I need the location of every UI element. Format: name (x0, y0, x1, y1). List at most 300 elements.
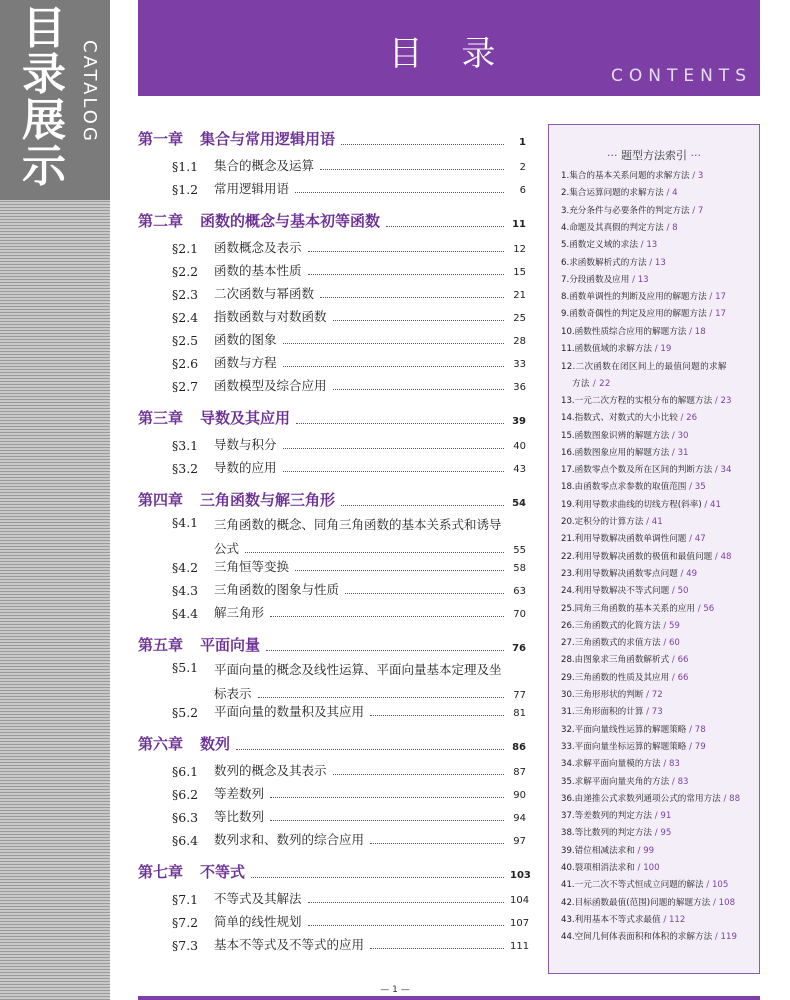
chapter-number: 第四章 (138, 491, 184, 509)
sidebar-title (14, 3, 74, 192)
section-page: 107 (510, 918, 530, 929)
method-index-separator: / (712, 551, 721, 562)
method-index-page: 26 (686, 413, 698, 424)
leader-dots (370, 715, 504, 716)
method-index-separator: / (689, 205, 698, 216)
leader-dots (295, 570, 504, 571)
method-index-separator: / (706, 292, 716, 303)
section-title: 三角函数的概念、同角三角函数的基本关系式和诱导 (214, 517, 502, 532)
method-index-separator: / (669, 776, 678, 787)
method-index-item[interactable] (561, 844, 654, 856)
method-index-item[interactable] (561, 273, 649, 285)
section-number: §2.4 (172, 310, 199, 325)
leader-dots (283, 343, 504, 344)
section-title: 指数函数与对数函数 (214, 309, 327, 324)
method-index-separator: / (637, 240, 647, 251)
method-index-item-text: 1.集合的基本关系问题的求解方法 (561, 171, 690, 181)
method-index-page: 30 (677, 430, 689, 441)
method-index-separator: / (669, 447, 678, 458)
section-number: §2.1 (172, 241, 199, 256)
title-ornament: ··· (690, 149, 701, 162)
method-index-separator: / (589, 379, 600, 390)
method-index-item[interactable] (561, 671, 689, 683)
section-number: §3.2 (172, 461, 199, 476)
method-index-item[interactable] (561, 584, 689, 596)
method-index-separator: / (686, 326, 695, 337)
leader-dots (308, 902, 504, 903)
method-index-item[interactable] (561, 498, 721, 510)
toc-section[interactable] (172, 912, 530, 930)
bottom-rule (138, 996, 760, 1000)
chapter-page: 86 (512, 742, 526, 753)
method-index-page: 56 (703, 603, 715, 614)
method-index-item[interactable] (561, 480, 706, 492)
method-index-item[interactable] (561, 186, 678, 198)
section-page: 70 (513, 609, 526, 620)
method-index-item[interactable] (561, 204, 703, 216)
leader-dots (341, 505, 504, 506)
method-index-separator: / (686, 741, 695, 752)
method-index-item[interactable] (561, 705, 663, 717)
section-title: 数列的概念及其表示 (214, 763, 327, 778)
section-number: §2.3 (172, 287, 199, 302)
section-page: 104 (510, 895, 530, 906)
leader-dots (245, 552, 504, 553)
section-title: 函数概念及表示 (214, 240, 302, 255)
page-subtitle: CONTENTS (611, 66, 752, 86)
section-title: 导数的应用 (214, 460, 277, 475)
chapter-title: 不等式 (200, 863, 246, 881)
section-number: §6.3 (172, 810, 199, 825)
toc-section[interactable] (172, 580, 526, 598)
method-index-separator: / (669, 672, 678, 683)
leader-dots (251, 877, 504, 878)
method-index-item[interactable] (561, 359, 727, 393)
method-index-item-text: 23.利用导数解决函数零点问题 (561, 568, 678, 579)
page-title: 目 录 (388, 34, 510, 74)
method-index-separator: / (677, 413, 687, 424)
method-index-item-text: 19.利用导数求曲线的切线方程(斜率) (561, 499, 702, 510)
method-index-item-text: 10.函数性质综合应用的解题方法 (561, 326, 687, 337)
method-index-item[interactable] (561, 913, 685, 925)
method-index-page: 59 (668, 620, 680, 631)
section-number: §2.7 (172, 379, 199, 394)
section-title: 简单的线性规划 (214, 914, 302, 929)
method-index-item-text: 31.三角形面积的计算 (561, 707, 644, 718)
method-index-separator: / (660, 759, 669, 770)
section-page: 40 (513, 441, 526, 452)
method-index-item-text: 28.由图象求三角函数解析式 (561, 655, 670, 666)
method-index-separator: / (712, 932, 721, 943)
section-page: 111 (510, 941, 530, 952)
toc-section[interactable] (172, 660, 526, 702)
method-index-item[interactable] (561, 809, 671, 821)
section-title: 等差数列 (214, 786, 265, 801)
method-index-item[interactable] (561, 792, 740, 804)
method-index-separator: / (710, 897, 719, 908)
leader-dots (320, 169, 504, 170)
leader-dots (308, 274, 504, 275)
method-index-item-text: 21.利用导数解决函数单调性问题 (561, 534, 687, 545)
method-index-item[interactable] (561, 169, 703, 181)
method-index-page: 83 (677, 776, 689, 787)
method-index-separator: / (643, 707, 652, 718)
toc-section[interactable] (172, 702, 526, 720)
method-index-item-text: 18.由函数零点求参数的取值范围 (561, 482, 687, 493)
section-number: §6.2 (172, 787, 199, 802)
section-title: 不等式及其解法 (214, 891, 302, 906)
toc-section[interactable] (172, 307, 526, 325)
section-page: 33 (513, 359, 526, 370)
method-index-page: 18 (694, 326, 706, 337)
section-number: §4.4 (172, 606, 199, 621)
section-page: 81 (513, 708, 526, 719)
sidebar-title-char: 示 (22, 141, 66, 192)
method-index-item-text: 9.函数奇偶性的判定及应用的解题方法 (561, 309, 707, 320)
toc-chapter[interactable] (138, 407, 526, 428)
section-page: 77 (513, 690, 526, 701)
toc-chapter[interactable] (138, 634, 526, 655)
method-index-page: 105 (711, 880, 729, 891)
method-index-item-text: 36.由递推公式求数列通项公式的常用方法 (561, 793, 721, 804)
leader-dots (236, 749, 504, 750)
method-index-item[interactable] (561, 515, 663, 527)
method-index-separator: / (634, 845, 644, 856)
section-number: §7.2 (172, 915, 199, 930)
method-index-page: 41 (710, 499, 721, 510)
toc-section[interactable] (172, 784, 526, 802)
toc-section[interactable] (172, 807, 526, 825)
leader-dots (370, 843, 504, 844)
section-title: 基本不等式及不等式的应用 (214, 937, 365, 952)
method-index-separator: / (712, 395, 721, 406)
method-index-separator: / (660, 914, 669, 925)
method-index-item-text: 40.裂项相消法求和 (561, 863, 635, 873)
sidebar-catalog-label: CATALOG (79, 40, 100, 144)
section-title: 函数与方程 (214, 355, 277, 370)
method-index-item[interactable] (561, 636, 680, 648)
section-title: 导数与积分 (214, 437, 277, 452)
section-title-continued: 公式 (214, 541, 240, 556)
method-index-item[interactable] (561, 394, 731, 406)
method-index-page: 35 (694, 482, 706, 493)
method-index-page: 50 (677, 586, 689, 597)
method-index-separator: / (652, 811, 661, 822)
method-index-item-text: 5.函数定义域的求法 (561, 240, 638, 251)
method-index-page: 13 (637, 274, 649, 285)
method-index-page: 22 (599, 379, 611, 390)
method-index-separator: / (686, 534, 695, 545)
sidebar-title-char: 录 (22, 49, 66, 100)
method-index-item[interactable] (561, 290, 726, 302)
leader-dots (333, 389, 504, 390)
leader-dots (341, 144, 504, 145)
section-number: §6.1 (172, 764, 199, 779)
section-number: §2.6 (172, 356, 199, 371)
method-index-item-text: 4.命题及其真假的判定方法 (561, 222, 664, 233)
method-index-item-text: 24.利用导数解决不等式问题 (561, 586, 670, 597)
method-index-item-text: 43.利用基本不等式求最值 (561, 914, 661, 925)
method-index-item[interactable] (561, 740, 706, 752)
toc-section[interactable] (172, 353, 526, 371)
toc-section[interactable] (172, 435, 526, 453)
method-index-page: 8 (672, 222, 678, 233)
page-header (138, 0, 760, 96)
chapter-page: 76 (512, 643, 526, 654)
toc-section[interactable] (172, 603, 526, 621)
leader-dots (333, 320, 504, 321)
section-page: 15 (513, 267, 526, 278)
toc-section[interactable] (172, 761, 526, 779)
section-number: §5.1 (172, 660, 199, 675)
leader-dots (270, 616, 504, 617)
method-index-item-text: 3.充分条件与必要条件的判定方法 (561, 205, 690, 216)
section-number: §1.1 (172, 159, 199, 174)
chapter-page: 11 (512, 219, 526, 230)
method-index-item[interactable] (561, 653, 689, 665)
method-index-item-text: 41.一元二次不等式恒成立问题的解法 (561, 880, 704, 891)
method-index-item-text: 6.求函数解析式的方法 (561, 257, 647, 268)
section-page: 97 (513, 836, 526, 847)
section-page: 63 (513, 586, 526, 597)
chapter-title: 平面向量 (200, 636, 261, 654)
method-index-page: 95 (660, 828, 672, 839)
section-title: 数列求和、数列的综合应用 (214, 832, 365, 847)
method-index-separator: / (663, 222, 673, 233)
method-index-item-text: 25.同角三角函数的基本关系的应用 (561, 603, 695, 614)
method-index-item[interactable] (561, 896, 735, 908)
method-index-item-text: 26.三角函数式的化简方法 (561, 620, 661, 631)
section-page: 55 (513, 545, 526, 556)
section-title: 平面向量的概念及线性运算、平面向量基本定理及坐 (214, 662, 502, 677)
toc-section[interactable] (172, 284, 526, 302)
method-index-item[interactable] (561, 342, 671, 354)
leader-dots (345, 593, 504, 594)
method-index-separator: / (712, 465, 721, 476)
method-index-item[interactable] (561, 723, 706, 735)
toc-section[interactable] (172, 156, 526, 174)
sidebar-title-char: 目 (22, 3, 66, 54)
leader-dots (270, 797, 504, 798)
method-index-item[interactable] (561, 307, 726, 319)
method-index-page: 78 (694, 724, 706, 735)
method-index-separator: / (694, 603, 704, 614)
section-number: §4.2 (172, 560, 199, 575)
method-index-separator: / (669, 430, 678, 441)
method-index-page: 66 (677, 672, 689, 683)
section-number: §5.2 (172, 705, 199, 720)
toc-section[interactable] (172, 376, 526, 394)
method-index-page: 66 (677, 655, 689, 666)
method-index-page: 88 (729, 793, 741, 804)
method-index-separator: / (643, 690, 652, 700)
section-page: 2 (519, 162, 526, 173)
toc-chapter[interactable] (138, 733, 526, 754)
leader-dots (308, 925, 504, 926)
method-index-item[interactable] (561, 688, 663, 700)
method-index-item[interactable] (561, 463, 731, 475)
method-index-page: 41 (651, 517, 663, 527)
method-index-separator: / (677, 568, 687, 579)
section-number: §3.1 (172, 438, 199, 453)
method-index-separator: / (703, 880, 712, 891)
toc-section[interactable] (172, 261, 526, 279)
method-index-page: 108 (718, 897, 736, 908)
method-index-item[interactable] (561, 238, 657, 250)
method-index-page: 17 (715, 309, 726, 320)
method-index-separator: / (660, 638, 669, 649)
section-number: §7.3 (172, 938, 199, 953)
method-index-item-text: 8.函数单调性的判断及应用的解题方法 (561, 292, 707, 303)
chapter-page: 1 (519, 137, 526, 148)
method-index-item-text: 37.等差数列的判定方法 (561, 811, 653, 822)
method-index-item[interactable] (561, 429, 689, 441)
section-title: 函数的基本性质 (214, 263, 302, 278)
toc-section[interactable] (172, 830, 526, 848)
sidebar-title-block (0, 0, 110, 200)
toc-section[interactable] (172, 238, 526, 256)
method-index-item-text: 44.空间几何体表面积和体积的求解方法 (561, 932, 713, 943)
method-index-separator: / (669, 655, 678, 666)
method-index-item-text: 33.平面向量坐标运算的解题策略 (561, 741, 687, 752)
section-number: §4.3 (172, 583, 199, 598)
method-index-item-text: 34.求解平面向量模的方法 (561, 759, 661, 770)
method-index-item-text: 20.定积分的计算方法 (561, 517, 644, 527)
method-index-item[interactable] (561, 446, 689, 458)
method-index-item[interactable] (561, 221, 678, 233)
section-page: 25 (513, 313, 526, 324)
section-number: §4.1 (172, 515, 199, 530)
title-ornament: ··· (607, 149, 618, 162)
section-number: §7.1 (172, 892, 199, 907)
method-index-page: 112 (668, 914, 686, 925)
method-index-separator: / (686, 482, 695, 493)
method-index-page: 48 (720, 551, 732, 562)
method-index-page: 73 (651, 707, 663, 718)
method-index-item-text: 30.三角形形状的判断 (561, 690, 644, 700)
toc-section[interactable] (172, 330, 526, 348)
method-index-separator: / (701, 499, 711, 510)
section-title: 常用逻辑用语 (214, 181, 290, 196)
method-index-separator: / (663, 188, 673, 199)
leader-dots (308, 251, 504, 252)
method-index-page: 99 (643, 845, 655, 856)
section-page: 36 (513, 382, 526, 393)
toc-section[interactable] (172, 458, 526, 476)
method-index-heading: 题型方法索引 (621, 149, 687, 162)
section-page: 94 (513, 813, 526, 824)
method-index-item-text: 17.函数零点个数及所在区间的判断方法 (561, 465, 713, 476)
method-index-item[interactable] (561, 411, 697, 423)
section-title: 三角恒等变换 (214, 559, 290, 574)
method-index-item[interactable] (561, 550, 731, 562)
method-index-item-text: 39.错位相减法求和 (561, 845, 635, 856)
section-page: 21 (513, 290, 526, 301)
toc-section[interactable] (172, 889, 530, 907)
toc-section[interactable] (172, 557, 526, 575)
method-index-page: 72 (651, 690, 663, 700)
chapter-title: 三角函数与解三角形 (200, 491, 336, 509)
method-index-separator: / (652, 344, 661, 354)
section-title: 等比数列 (214, 809, 265, 824)
method-index-item-text: 29.三角函数的性质及其应用 (561, 672, 670, 683)
leader-dots (270, 820, 504, 821)
toc-section[interactable] (172, 179, 526, 197)
method-index-item[interactable] (561, 861, 660, 873)
section-title-continued: 标表示 (214, 686, 252, 701)
method-index-page: 17 (715, 292, 726, 303)
method-index-page: 119 (720, 932, 737, 943)
method-index-page: 31 (677, 447, 689, 458)
sidebar-title-char: 展 (22, 95, 66, 146)
leader-dots (266, 650, 504, 651)
section-page: 90 (513, 790, 526, 801)
leader-dots (320, 297, 504, 298)
section-page: 28 (513, 336, 526, 347)
toc-chapter[interactable] (138, 210, 526, 231)
section-title: 函数的图象 (214, 332, 277, 347)
leader-dots (283, 448, 504, 449)
method-index-page: 100 (643, 863, 660, 873)
method-index-item[interactable] (561, 878, 728, 890)
method-index-item[interactable] (561, 775, 689, 787)
leader-dots (283, 366, 504, 367)
section-title: 二次函数与幂函数 (214, 286, 315, 301)
method-index-item-text: 15.函数图象识辨的解题方法 (561, 430, 670, 441)
toc-chapter[interactable] (138, 861, 531, 882)
method-index-panel (548, 124, 760, 974)
method-index-separator: / (706, 309, 716, 320)
chapter-number: 第七章 (138, 863, 184, 881)
method-index-item[interactable] (561, 930, 737, 942)
chapter-title: 函数的概念与基本初等函数 (200, 212, 381, 230)
toc-chapter[interactable] (138, 128, 526, 149)
chapter-number: 第六章 (138, 735, 184, 753)
toc-chapter[interactable] (138, 489, 526, 510)
method-index-item-text: 12.二次函数在闭区间上的最值问题的求解 (561, 362, 727, 373)
method-index-page: 13 (646, 240, 658, 251)
toc-section[interactable] (172, 935, 530, 953)
method-index-item[interactable] (561, 256, 666, 268)
chapter-title: 数列 (200, 735, 231, 753)
method-index-item[interactable] (561, 619, 680, 631)
section-title: 解三角形 (214, 605, 265, 620)
section-number: §6.4 (172, 833, 199, 848)
leader-dots (333, 774, 504, 775)
chapter-number: 第二章 (138, 212, 184, 230)
section-page: 12 (513, 244, 526, 255)
section-number: §2.5 (172, 333, 199, 348)
section-number: §2.2 (172, 264, 199, 279)
method-index-item[interactable] (561, 602, 714, 614)
method-index-item[interactable] (561, 532, 706, 544)
method-index-item[interactable] (561, 325, 706, 337)
method-index-separator: / (652, 828, 661, 839)
method-index-page: 4 (672, 188, 678, 199)
method-index-item-text: 35.求解平面向量夹角的方法 (561, 776, 670, 787)
method-index-item[interactable] (561, 826, 671, 838)
method-index-separator: / (669, 586, 678, 597)
method-index-separator: / (643, 517, 652, 527)
toc-section[interactable] (172, 515, 526, 557)
method-index-item-text: 14.指数式、对数式的大小比较 (561, 413, 678, 424)
method-index-separator: / (686, 724, 695, 735)
method-index-page: 19 (660, 344, 672, 354)
method-index-item[interactable] (561, 757, 680, 769)
method-index-item[interactable] (561, 567, 697, 579)
chapter-title: 集合与常用逻辑用语 (200, 130, 336, 148)
leader-dots (386, 226, 504, 227)
